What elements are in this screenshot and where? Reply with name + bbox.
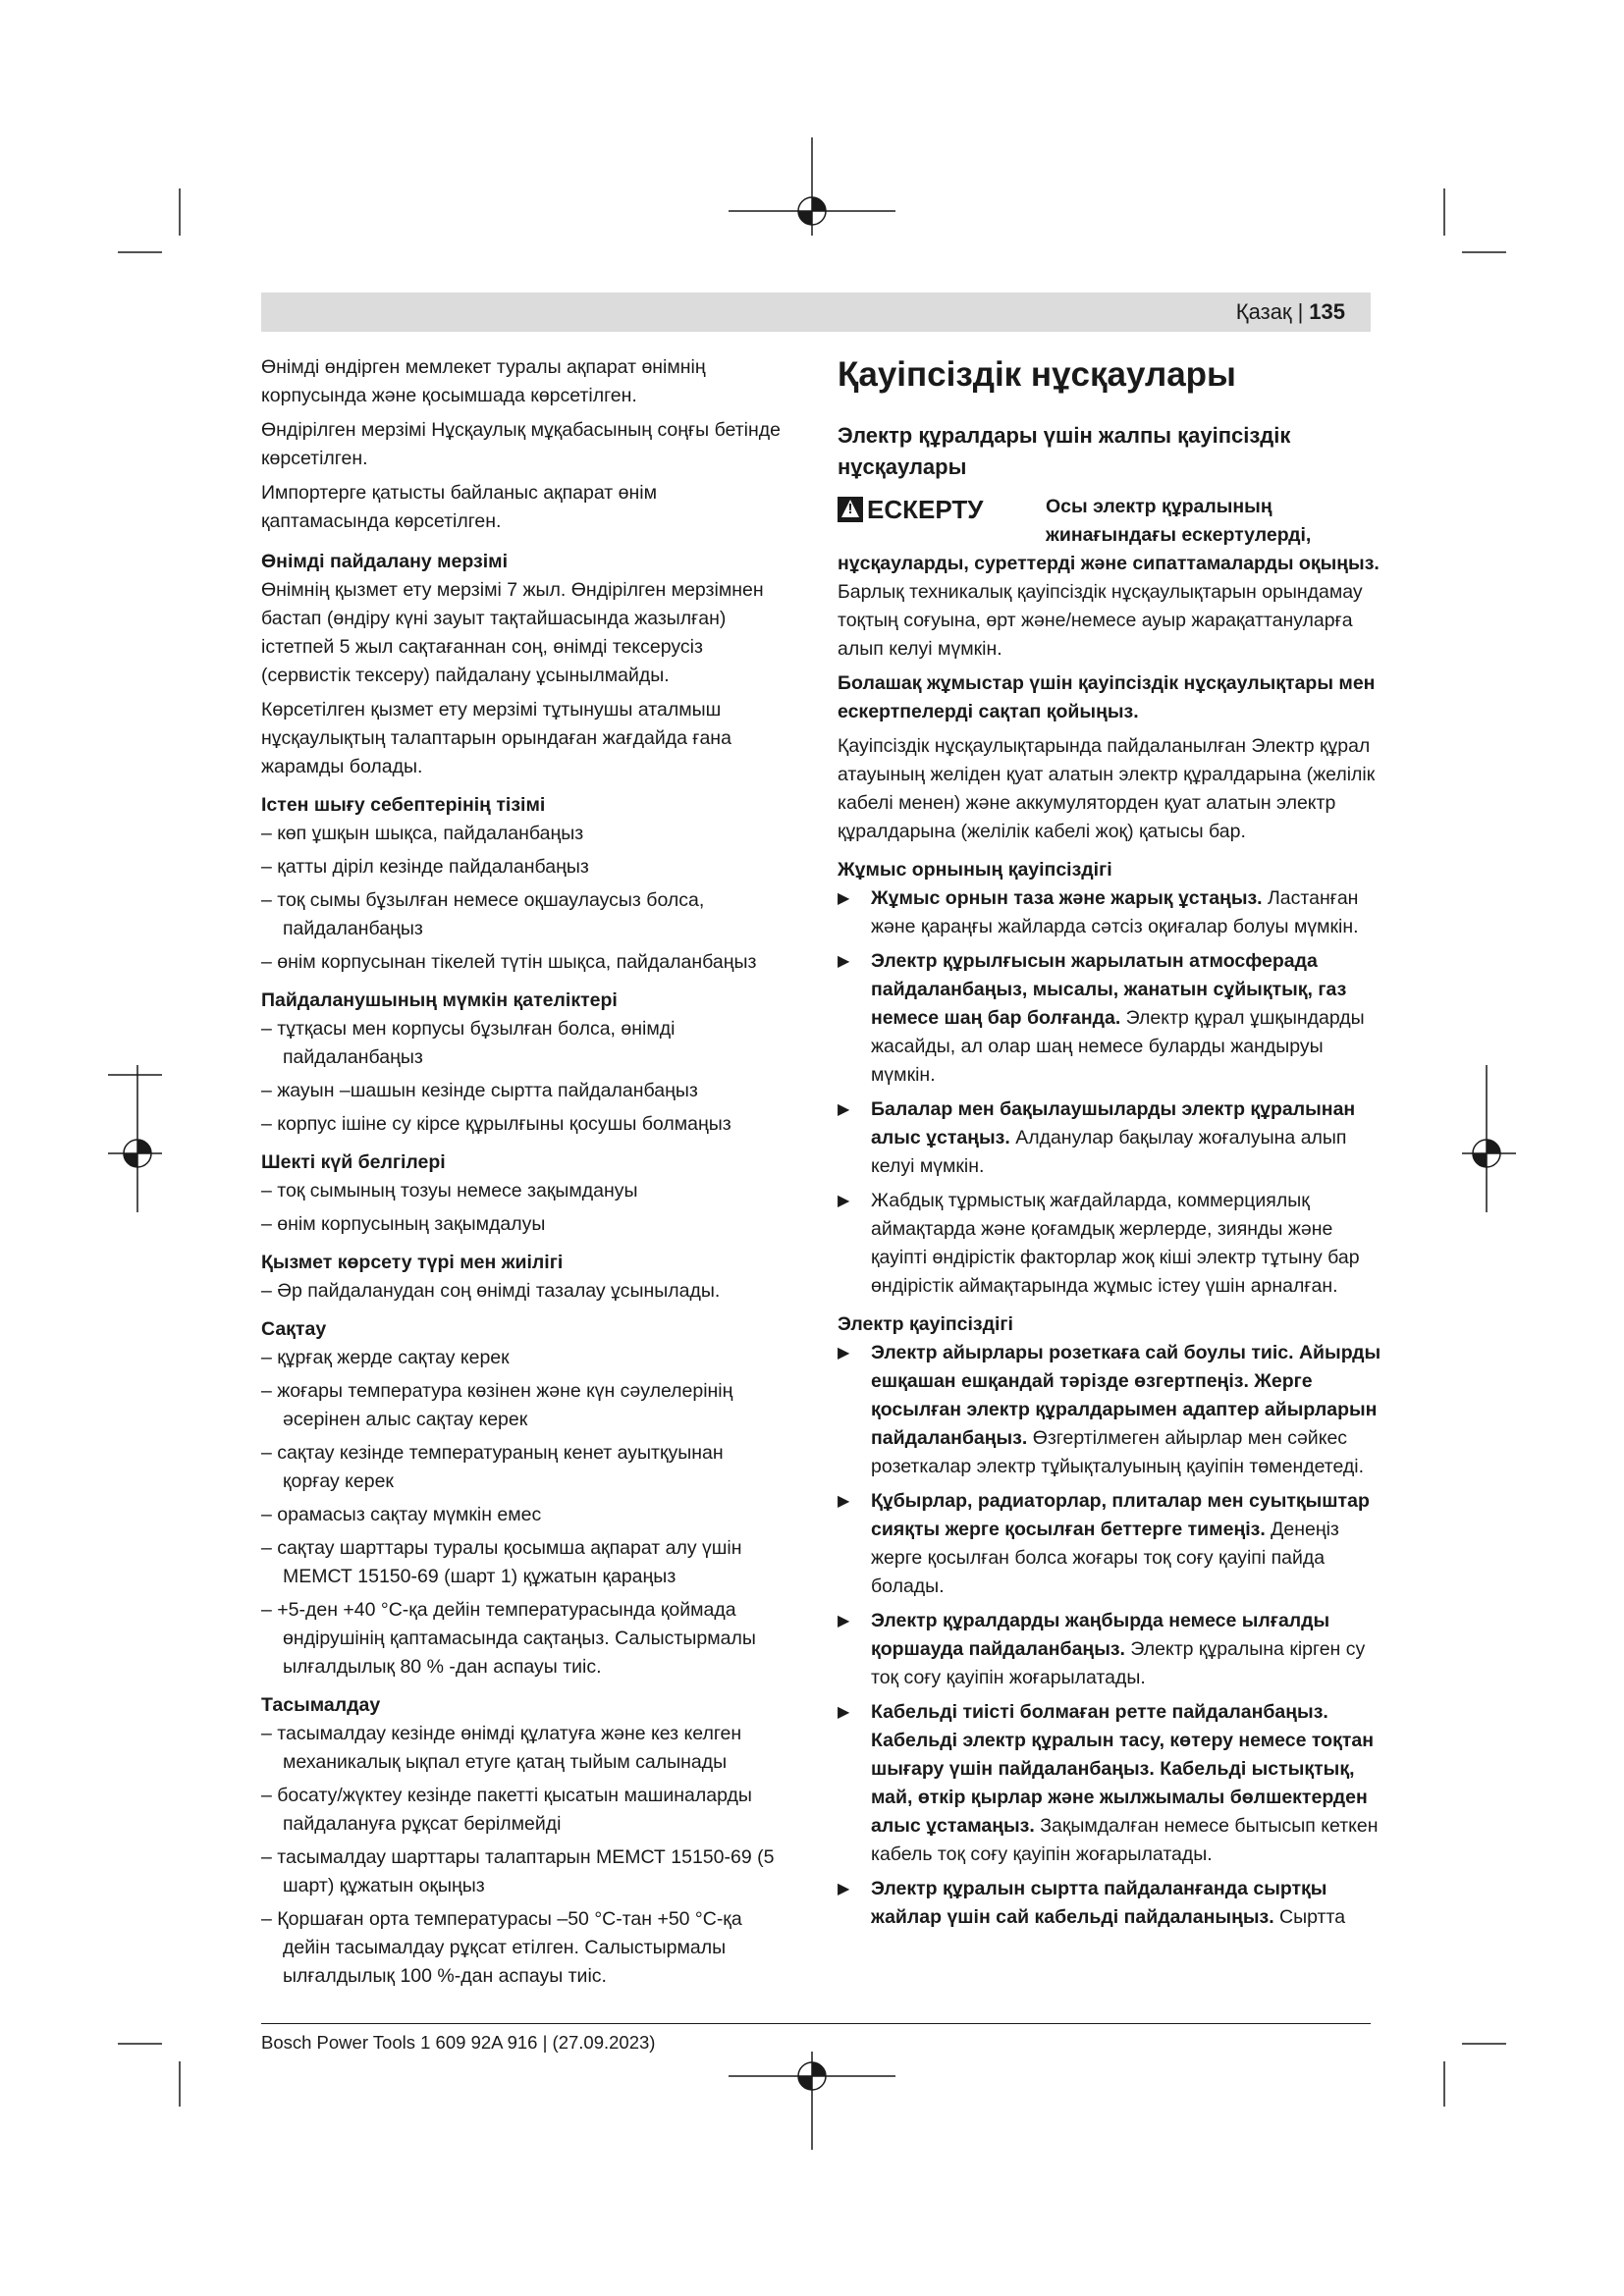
list-item: – Қоршаған орта температурасы –50 °C-тан +50 °C-қа дейін тасымалдау рұқсат етілген. Салыстырмалы ылғалдылық 100 %-дан аспауы тиіс. [261, 1905, 782, 1991]
transport-list [261, 1720, 782, 1991]
running-header [261, 293, 1371, 332]
list-item: – сақтау шарттары туралы қосымша ақпарат алу үшін МЕМСТ 15150-69 (шарт 1) құжатын қараңыз [261, 1534, 782, 1591]
warning-label [838, 493, 983, 526]
list-item: – жоғары температура көзінен және күн сәулелерінің әсерінен алыс сақтау керек [261, 1377, 782, 1434]
list-item [838, 1875, 1387, 1932]
warning-bold-cont: нұсқауларды, суреттерді және сипаттамаларды оқыңыз. [838, 553, 1380, 574]
keep-instructions: Болашақ жұмыстар үшін қауіпсіздік нұсқаулықтары мен ескертпелерді сақтап қойыңыз. [838, 672, 1376, 722]
item-bold: Электр айырлары розеткаға сай боулы тиіс. Айырды ешқашан ешқандай тәрізде өзгертпеңіз. Жерге қосылған электр құралдарымен адаптер айырларын пайдаланбаңыз. [871, 1342, 1381, 1449]
item-text: Ластанған және қараңғы жайларда сәтсіз оқиғалар болуы мүмкін. [871, 887, 1359, 937]
item-text: Сыртта [1273, 1906, 1346, 1928]
item-text: Электр құрал ұшқындарды жасайды, ал олар шаң немесе буларды жандыруы мүмкін. [871, 1007, 1365, 1086]
header-language: Қазақ [1235, 299, 1292, 324]
usage-para-1: Өнімнің қызмет ету мерзімі 7 жыл. Өндірілген мерзімнен бастап (өндіру күні зауыт тақтайшасында жазылған) істетпей 5 жыл сақтағаннан соң, өнімді тексерусіз (сервистік тексеру) пайдалану ұсынылмайды. [261, 579, 764, 686]
list-item: – өнім корпусының зақымдалуы [261, 1210, 782, 1239]
item-text: Зақымдалған немесе бытысып кеткен кабель тоқ соғу қауіпін жоғарылатады. [871, 1815, 1379, 1865]
failures-heading: Істен шығу себептерінің тізімі [261, 794, 546, 816]
section-subtitle: Электр құралдары үшін жалпы қауіпсіздік нұсқаулары [838, 423, 1291, 479]
transport-heading: Тасымалдау [261, 1694, 381, 1716]
item-text: Денеңіз жерге қосылған болса жоғары тоқ соғу қауіпі пайда болады. [871, 1519, 1339, 1597]
list-item [838, 884, 1387, 941]
limit-signs-heading: Шекті күй белгілері [261, 1151, 446, 1173]
failures-list [261, 820, 782, 977]
list-item: – тасымалдау кезінде өнімді құлатуға және кез келген механикалық ықпал етуге қатаң тыйым салынады [261, 1720, 782, 1777]
list-item: – босату/жүктеу кезінде пакетті қысатын машиналарды пайдалануға рұқсат берілмейді [261, 1782, 782, 1839]
item-text: Өзгертілмеген айырлар мен сәйкес розеткалар электр тұйықталуының қауіпін төмендетеді. [871, 1427, 1365, 1477]
list-item: – қатты діріл кезінде пайдаланбаңыз [261, 853, 782, 881]
user-errors-list [261, 1015, 782, 1139]
service-heading: Қызмет көрсету түрі мен жиілігі [261, 1252, 564, 1273]
list-item: – Әр пайдаланудан соң өнімді тазалау ұсынылады. [261, 1277, 782, 1306]
usage-para-2: Көрсетілген қызмет ету мерзімі тұтынушы аталмыш нұсқаулықтың талаптарын орындаған жағдайда ғана жарамды болады. [261, 699, 731, 777]
list-item: – тоқ сымы бұзылған немесе оқшаулаусыз болса, пайдаланбаңыз [261, 886, 782, 943]
item-bold: Жұмыс орнын таза және жарық ұстаңыз. [871, 887, 1263, 909]
item-bold: Кабельді тиісті болмаған ретте пайдаланбаңыз. Кабельді электр құралын тасу, көтеру немесе тоқтан шығару үшін пайдаланбаңыз. Кабельді ыстықтық, май, өткір қырлар және жылжымалы бөлшектерден алыс ұстамаңыз. [871, 1701, 1375, 1837]
list-item: – орамасыз сақтау мүмкін емес [261, 1501, 782, 1529]
work-area-list [838, 884, 1387, 1301]
list-item: – көп ұшқын шықса, пайдаланбаңыз [261, 820, 782, 848]
list-item: – тоқ сымының тозуы немесе зақымдануы [261, 1177, 782, 1205]
limit-signs-list [261, 1177, 782, 1239]
item-bold: Электр құралдарды жаңбырда немесе ылғалды қоршауда пайдаланбаңыз. [871, 1610, 1330, 1660]
list-item [838, 1187, 1387, 1301]
user-errors-heading: Пайдаланушының мүмкін қателіктері [261, 989, 618, 1011]
item-text: Электр құралына кірген су тоқ соғу қауіпін жоғарылатады. [871, 1638, 1366, 1688]
list-item: – тұтқасы мен корпусы бұзылған болса, өнімді пайдаланбаңыз [261, 1015, 782, 1072]
list-item: – тасымалдау шарттары талаптарын МЕМСТ 15150-69 (5 шарт) құжатын оқыңыз [261, 1843, 782, 1900]
intro-para-1: Өнімді өндірген мемлекет туралы ақпарат өнімнің корпусында және қосымшада көрсетілген. [261, 356, 706, 406]
storage-list [261, 1344, 782, 1682]
item-text: Жабдық тұрмыстық жағдайларда, коммерциялық аймақтарда және қоғамдық жерлерде, зиянды және қауіпті өндірістік факторлар жоқ кіші электр тұтыну бар өндірістік аймақтарында жұмыс істеу үшін арналған. [871, 1190, 1360, 1297]
list-item: – корпус ішіне су кірсе құрылғыны қосушы болмаңыз [261, 1110, 782, 1139]
work-area-heading: Жұмыс орнының қауіпсіздігі [838, 859, 1112, 881]
right-column [838, 353, 1387, 1938]
service-list [261, 1277, 782, 1306]
page-title: Қауіпсіздік нұсқаулары [838, 355, 1236, 394]
list-item: – өнім корпусынан тікелей түтін шықса, пайдаланбаңыз [261, 948, 782, 977]
warning-block [838, 493, 1387, 550]
list-item: – +5-ден +40 °C-қа дейін температурасында қоймада өндірушінің қаптамасында сақтаңыз. Салыстырмалы ылғалдылық 80 % -дан аспауы тиіс. [261, 1596, 782, 1682]
header-text: Қазақ | 135 [1235, 299, 1345, 324]
item-bold: Балалар мен бақылаушыларды электр құралынан алыс ұстаңыз. [871, 1098, 1356, 1148]
list-item [838, 1487, 1387, 1601]
storage-heading: Сақтау [261, 1318, 327, 1340]
warning-icon: ! [838, 497, 863, 522]
list-item [838, 1339, 1387, 1481]
electrical-list [838, 1339, 1387, 1932]
item-text: Алданулар бақылау жоғалуына алып келуі мүмкін. [871, 1127, 1347, 1177]
list-item [838, 1607, 1387, 1692]
intro-para-3: Импортерге қатысты байланыс ақпарат өнім қаптамасында көрсетілген. [261, 482, 657, 532]
list-item [838, 947, 1387, 1090]
warning-body: Барлық техникалық қауіпсіздік нұсқаулықтарын орындамау тоқтың соғуына, өрт және/немесе ауыр жарақаттануларға алып келуі мүмкін. [838, 581, 1363, 660]
list-item [838, 1095, 1387, 1181]
item-bold: Электр құралын сыртта пайдаланғанда сыртқы жайлар үшін сай кабельді пайдаланыңыз. [871, 1878, 1327, 1928]
list-item: – құрғақ жерде сақтау керек [261, 1344, 782, 1372]
term-paragraph: Қауіпсіздік нұсқаулықтарында пайдаланылған Электр құрал атауының желіден қуат алатын электр құралдарына (желілік кабелі менен) және аккумуляторден қуат алатын электр құралдарына (желілік кабелі жоқ) қатысы бар. [838, 735, 1376, 842]
footer-rule [261, 2023, 1371, 2024]
footer-text: Bosch Power Tools 1 609 92A 916 | (27.09.2023) [261, 2032, 656, 2053]
list-item: – жауын –шашын кезінде сыртта пайдаланбаңыз [261, 1077, 782, 1105]
warning-text [838, 550, 1387, 664]
list-item [838, 1698, 1387, 1869]
item-bold: Құбырлар, радиаторлар, плиталар мен суытқыштар сияқты жерге қосылған беттерге тимеңіз. [871, 1490, 1370, 1540]
list-item: – сақтау кезінде температураның кенет ауытқуынан қорғау керек [261, 1439, 782, 1496]
page-number: 135 [1309, 299, 1345, 324]
warning-lead: Осы электр құралының жинағындағы ескертулерді, [1046, 496, 1312, 546]
electrical-heading: Электр қауіпсіздігі [838, 1313, 1013, 1335]
warning-label-text: ЕСКЕРТУ [867, 495, 984, 524]
intro-para-2: Өндірілген мерзімі Нұсқаулық мұқабасының соңғы бетінде көрсетілген. [261, 419, 781, 469]
item-bold: Электр құрылғысын жарылатын атмосферада пайдаланбаңыз, мысалы, жанатын сұйықтық, газ немесе шаң бар болғанда. [871, 950, 1347, 1029]
left-column [261, 353, 782, 1996]
usage-heading: Өнімді пайдалану мерзімі [261, 551, 508, 572]
